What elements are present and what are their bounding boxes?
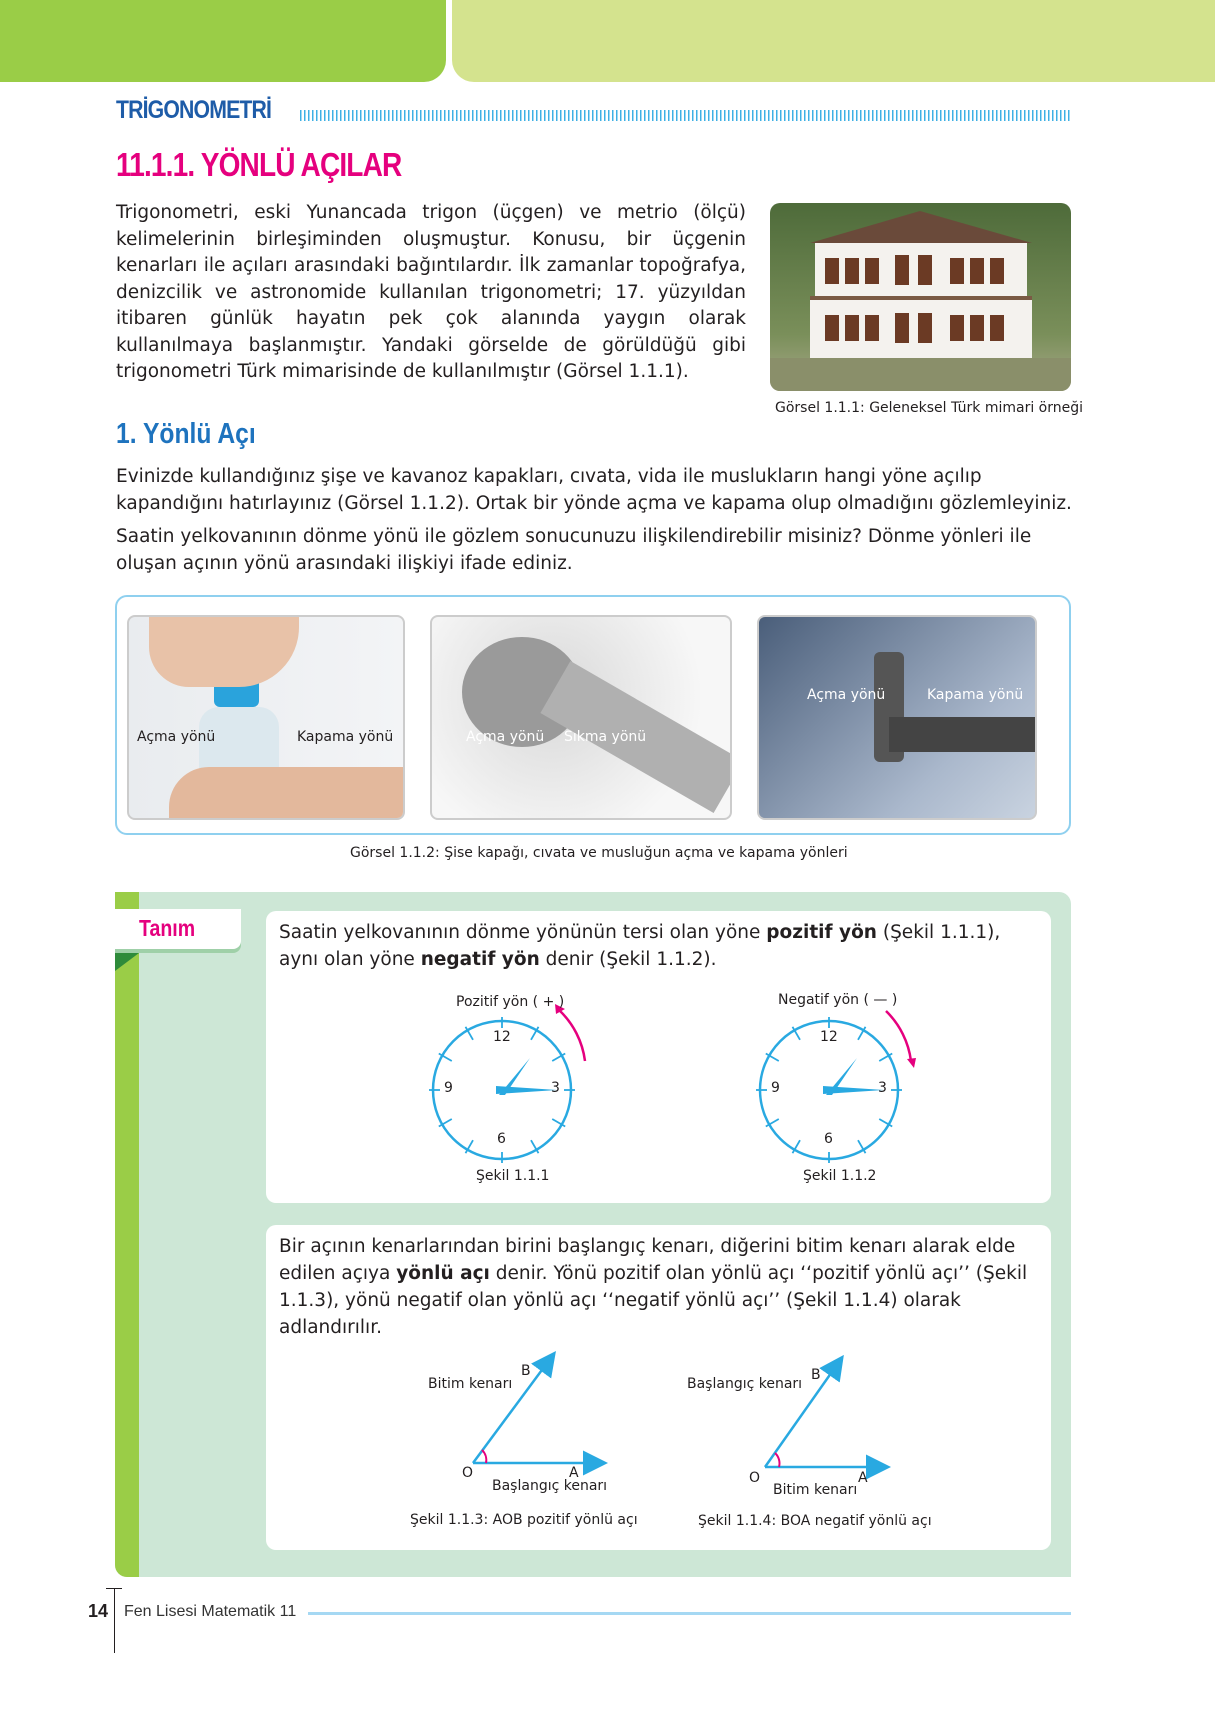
fig3-terminal-side-label: Bitim kenarı (428, 1376, 513, 1392)
fig3-point-o: O (462, 1465, 474, 1481)
clock2-num-9: 9 (771, 1080, 780, 1096)
header-band-light (452, 0, 1215, 82)
clock2-caption: Şekil 1.1.2 (803, 1168, 877, 1184)
fig4-point-b: B (811, 1367, 821, 1383)
tap-close-label: Kapama yönü (927, 687, 1024, 703)
paragraph-question: Saatin yelkovanının dönme yönü ile gözlem sonucunuzu ilişkilendirebilir misiniz? Dönme yönleri ile oluşan açının yönü arasındaki ilişkiyi ifade ediniz. (116, 526, 1032, 574)
turkish-house-photo (770, 203, 1071, 391)
angle-figure-positive (473, 1355, 603, 1463)
clock2-title: Negatif yön ( — ) (778, 992, 898, 1008)
clock1-num-3: 3 (551, 1080, 560, 1096)
tap-open-label: Açma yönü (807, 687, 886, 703)
definition-tab-label: Tanım (139, 915, 196, 941)
clock1-num-9: 9 (444, 1080, 453, 1096)
paragraph-observe: Evinizde kullandığınız şişe ve kavanoz kapakları, cıvata, vida ile muslukların hangi yöne açılıp kapandığını hatırlayınız (Görsel 1.1.2). Ortak bir yönde açma ve kapama olup olmadığını gözlemleyiniz. (116, 466, 1072, 514)
photo-panel (115, 595, 1071, 835)
hand-top (149, 617, 299, 687)
bottle-photo (127, 615, 405, 820)
definition-tab (115, 909, 241, 949)
clock1-num-6: 6 (497, 1131, 506, 1147)
clocks-figure (266, 911, 1051, 1203)
definition-card-directed-angle (266, 1225, 1051, 1550)
clock1-num-12: 12 (493, 1029, 511, 1045)
direction-definition-text: Saatin yelkovanının dönme yönünün tersi olan yöne pozitif yön (Şekil 1.1.1), aynı olan yöne negatif yön denir (Şekil 1.1.2). (279, 922, 1001, 970)
hand-bottom (169, 767, 405, 820)
chapter-dotted-rule (300, 110, 1072, 121)
figure-caption-house: Görsel 1.1.1: Geleneksel Türk mimari örneği (775, 400, 1084, 416)
clock1-caption: Şekil 1.1.1 (476, 1168, 550, 1184)
fig4-caption: Şekil 1.1.4: BOA negatif yönlü açı (698, 1513, 932, 1529)
tap-photo (757, 615, 1037, 820)
clock2-num-12: 12 (820, 1029, 838, 1045)
fig4-terminal-side-label: Bitim kenarı (773, 1482, 858, 1498)
bottle-open-label: Açma yönü (137, 729, 216, 745)
bottle-close-label: Kapama yönü (297, 729, 394, 745)
clock1-title: Pozitif yön ( + ) (456, 994, 565, 1010)
footer-divider (114, 1588, 115, 1653)
fig4-point-a: A (858, 1470, 868, 1486)
fig3-point-a: A (569, 1465, 579, 1481)
clock2-num-6: 6 (824, 1131, 833, 1147)
definition-strip (115, 892, 139, 1577)
clock2-num-3: 3 (878, 1080, 887, 1096)
angle-figures (266, 1225, 1051, 1550)
fig3-point-b: B (521, 1363, 531, 1379)
fig4-initial-side-label: Başlangıç kenarı (687, 1376, 803, 1392)
definition-card-direction (266, 911, 1051, 1203)
figure-caption-photos: Görsel 1.1.2: Şise kapağı, cıvata ve musluğun açma ve kapama yönleri (350, 845, 848, 861)
wrench-photo (430, 615, 732, 820)
tab-fold (115, 953, 139, 971)
book-title: Fen Lisesi Matematik 11 (124, 1603, 297, 1620)
subsection-title: 1. Yönlü Açı (116, 418, 256, 450)
ccw-arrow (559, 1010, 585, 1061)
directed-angle-definition-text: Bir açının kenarlarından birini başlangıç kenarı, diğerini bitim kenarı alarak elde edilen açıya yönlü açı denir. Yönü pozitif olan yönlü açı ‘‘pozitif yönlü açı’’ (Şekil 1.1.3), yönü negatif olan yönlü açı ‘‘negatif yönlü açı’’ (Şekil 1.1.4) olarak adlandırılır. (279, 1236, 1028, 1338)
chapter-title: TRİGONOMETRİ (116, 96, 272, 124)
fig3-initial-side-label: Başlangıç kenarı (492, 1478, 608, 1494)
fig3-caption: Şekil 1.1.3: AOB pozitif yönlü açı (410, 1512, 638, 1528)
footer-rule (308, 1612, 1071, 1615)
intro-paragraph: Trigonometri, eski Yunancada trigon (üçgen) ve metrio (ölçü) kelimelerinin birleşiminden oluşmuştur. Konusu, bir üçgenin kenarları ile açıları arasındaki bağıntılardır. İlk zamanlar topoğrafya, denizcilik ve astronomide kullanılan trigonometri; 17. yüzyıldan itibaren günlük hayatın pek çok alanında yaygın olarak kullanılmaya başlanmıştır. Yandaki görselde de görüldüğü gibi trigonometri Türk mimarisinde de kullanılmıştır (Görsel 1.1.1). (116, 202, 746, 382)
page-number: 14 (88, 1601, 109, 1621)
cw-arrow (886, 1011, 911, 1061)
wrench-open-label: Açma yönü (466, 729, 545, 745)
section-title: 11.1.1. YÖNLÜ AÇILAR (116, 146, 402, 183)
fig4-point-o: O (749, 1470, 761, 1486)
tap-pipe (889, 717, 1037, 752)
header-band-dark (0, 0, 446, 82)
wrench-tighten-label: Sıkma yönü (564, 729, 647, 745)
